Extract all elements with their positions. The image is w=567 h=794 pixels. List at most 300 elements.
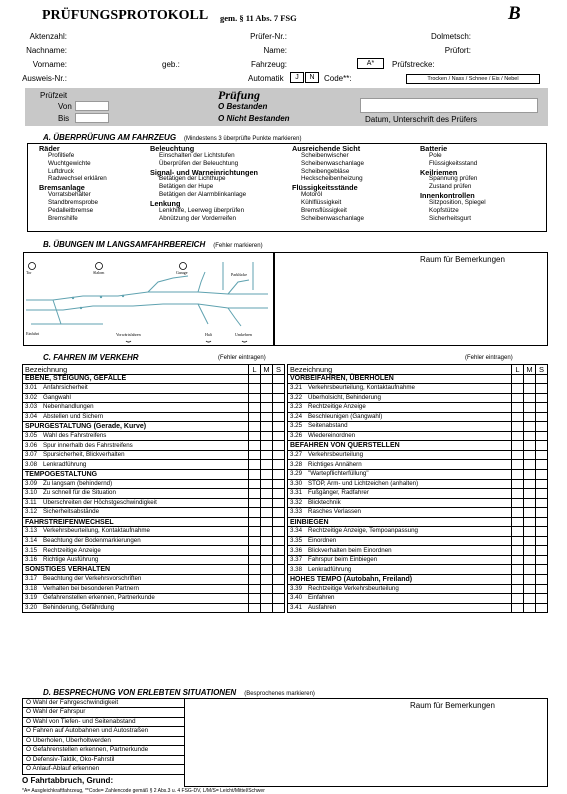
error-cell-l[interactable]	[249, 403, 261, 413]
error-cell-m	[261, 565, 273, 575]
error-cell-s[interactable]	[273, 460, 285, 470]
table-row	[23, 546, 285, 556]
error-cell-s[interactable]	[273, 603, 285, 613]
error-cell-l	[512, 575, 524, 585]
form-subtitle: gem. § 11 Abs. 7 FSG	[220, 13, 297, 23]
item-label: Rechtzeitige Anzeige, Tempoanpassung	[308, 527, 418, 535]
error-cell-s[interactable]	[273, 450, 285, 460]
group-heading: EBENE, STEIGUNG, GEFÄLLE	[23, 374, 249, 384]
error-cell-l[interactable]	[512, 412, 524, 422]
error-cell-s[interactable]	[273, 508, 285, 518]
item-number: 3.26	[290, 432, 303, 439]
group-heading: EINBIEGEN	[288, 517, 512, 527]
error-cell-s[interactable]	[273, 584, 285, 594]
error-cell-l[interactable]	[249, 594, 261, 604]
item-cell	[288, 594, 512, 604]
check-item[interactable]: Zustand prüfen	[429, 183, 472, 191]
error-cell-m[interactable]	[261, 508, 273, 518]
check-item[interactable]: Standbremsprobe	[48, 198, 99, 206]
item-cell	[23, 527, 249, 537]
table-row	[23, 508, 285, 518]
error-cell-s[interactable]	[273, 412, 285, 422]
error-cell-s[interactable]	[536, 384, 548, 394]
error-cell-l[interactable]	[249, 575, 261, 585]
check-item[interactable]: Bremshilfe	[48, 214, 78, 222]
weather-field[interactable]	[406, 74, 540, 84]
error-cell-s	[273, 517, 285, 527]
table-row	[288, 603, 548, 613]
option-nicht-bestanden[interactable]: O Nicht Bestanden	[218, 114, 290, 123]
label-vorname: Vorname:	[32, 60, 67, 69]
error-cell-m[interactable]	[524, 460, 536, 470]
error-cell-l[interactable]	[249, 479, 261, 489]
error-cell-s[interactable]	[536, 527, 548, 537]
error-cell-l[interactable]	[512, 450, 524, 460]
error-cell-l[interactable]	[512, 479, 524, 489]
error-cell-m[interactable]	[261, 450, 273, 460]
item-label: Einordnen	[308, 537, 337, 545]
error-cell-m[interactable]	[524, 393, 536, 403]
check-item[interactable]: Bremsflüssigkeit	[301, 206, 347, 214]
col-header-bezeichnung: Bezeichnung	[288, 365, 512, 375]
discussion-option[interactable]: O Überholen, Überholtwerden	[23, 736, 185, 745]
item-cell	[23, 546, 249, 556]
discussion-option[interactable]: O Wahl der Fahrgeschwindigkeit	[23, 699, 185, 708]
check-item[interactable]: Luftdruck	[48, 167, 74, 175]
item-cell	[288, 431, 512, 441]
error-cell-m[interactable]	[261, 498, 273, 508]
label-von: Von	[58, 102, 72, 111]
table-row	[23, 384, 285, 394]
error-cell-m[interactable]	[261, 479, 273, 489]
error-cell-m[interactable]	[261, 594, 273, 604]
error-cell-m[interactable]	[261, 460, 273, 470]
signature-label: Datum, Unterschrift des Prüfers	[365, 115, 478, 124]
error-cell-s[interactable]	[536, 403, 548, 413]
error-cell-l[interactable]	[249, 489, 261, 499]
item-label: Wiedereinordnen	[308, 432, 356, 439]
error-cell-s[interactable]	[536, 603, 548, 613]
diagram-label-slalom: Slalom	[93, 270, 105, 275]
item-cell	[23, 603, 249, 613]
error-cell-s[interactable]	[273, 431, 285, 441]
error-cell-m[interactable]	[261, 603, 273, 613]
error-cell-m[interactable]	[524, 470, 536, 480]
error-cell-l[interactable]	[249, 393, 261, 403]
error-cell-m[interactable]	[524, 594, 536, 604]
label-ausweis: Ausweis-Nr.:	[22, 74, 67, 83]
table-header-row	[23, 365, 285, 375]
table-row	[288, 403, 548, 413]
automatik-n-checkbox[interactable]	[305, 72, 319, 83]
error-cell-m[interactable]	[261, 536, 273, 546]
item-label: Beachtung der Verkehrsvorschriften	[43, 575, 142, 583]
error-cell-l[interactable]	[249, 498, 261, 508]
check-item[interactable]: Scheibengebläse	[301, 167, 350, 175]
error-cell-s[interactable]	[273, 546, 285, 556]
signature-field[interactable]	[360, 98, 538, 113]
error-cell-s[interactable]	[536, 431, 548, 441]
error-cell-m[interactable]	[524, 508, 536, 518]
error-cell-m[interactable]	[524, 555, 536, 565]
error-cell-s[interactable]	[536, 460, 548, 470]
table-row	[288, 546, 548, 556]
group-row	[288, 441, 548, 451]
section-d-note: (Besprochenes markieren)	[244, 691, 315, 697]
error-cell-s[interactable]	[536, 565, 548, 575]
error-cell-l[interactable]	[512, 460, 524, 470]
error-cell-s	[273, 422, 285, 432]
error-cell-s[interactable]	[536, 498, 548, 508]
item-label: Blickverhalten beim Einordnen	[308, 546, 392, 554]
automatik-n: N	[309, 74, 315, 81]
item-cell	[23, 575, 249, 585]
label-bis: Bis	[58, 114, 70, 123]
error-cell-s[interactable]	[536, 508, 548, 518]
label-pruefstrecke: Prüfstrecke:	[392, 60, 435, 69]
check-item[interactable]: Einschalten der Lichtstufen	[159, 151, 235, 159]
error-cell-l[interactable]	[512, 555, 524, 565]
section-d-remarks-label: Raum für Bemerkungen	[410, 701, 495, 710]
error-cell-s[interactable]	[536, 536, 548, 546]
halt-marker	[206, 341, 211, 342]
error-cell-s[interactable]	[536, 412, 548, 422]
error-cell-s[interactable]	[536, 393, 548, 403]
list-item	[23, 717, 185, 726]
item-label: Überholsicht, Behinderung	[308, 393, 381, 401]
item-number: 3.21	[290, 384, 303, 392]
check-item[interactable]: Wuchtgewichte	[48, 159, 91, 167]
error-cell-l[interactable]	[249, 412, 261, 422]
error-cell-s[interactable]	[536, 450, 548, 460]
section-d-remarks-box[interactable]	[184, 698, 548, 787]
check-item[interactable]: Sicherheitsgurt	[429, 214, 471, 222]
error-cell-m	[261, 470, 273, 480]
error-cell-s[interactable]	[273, 393, 285, 403]
item-number: 3.40	[290, 594, 303, 602]
check-group-heading: Signal- und Warneinrichtungen	[150, 167, 258, 177]
check-item[interactable]: Motoröl	[301, 191, 322, 199]
error-cell-m[interactable]	[524, 498, 536, 508]
item-cell	[288, 498, 512, 508]
error-cell-m[interactable]	[524, 489, 536, 499]
error-cell-s[interactable]	[536, 470, 548, 480]
error-cell-s[interactable]	[273, 384, 285, 394]
error-cell-l[interactable]	[512, 527, 524, 537]
error-cell-s[interactable]	[273, 536, 285, 546]
item-number: 3.29	[290, 470, 303, 478]
error-cell-l[interactable]	[249, 450, 261, 460]
error-cell-l[interactable]	[249, 584, 261, 594]
item-label: Gangwahl	[43, 393, 71, 401]
error-cell-s[interactable]	[273, 575, 285, 585]
error-cell-m[interactable]	[524, 584, 536, 594]
error-cell-m[interactable]	[261, 412, 273, 422]
item-label: Abstellen und Sichern	[43, 412, 104, 420]
col-header-l: L	[249, 365, 261, 375]
error-cell-l[interactable]	[249, 431, 261, 441]
table-row	[288, 422, 548, 432]
pruefung-title: Prüfung	[218, 88, 261, 102]
item-cell	[288, 536, 512, 546]
item-number: 3.12	[25, 508, 38, 516]
table-row	[288, 479, 548, 489]
error-cell-m[interactable]	[524, 536, 536, 546]
discussion-option[interactable]: O Anlauf-Ablauf erkennen	[23, 765, 185, 774]
check-item[interactable]: Profiltiefe	[48, 151, 75, 159]
error-cell-s[interactable]	[273, 441, 285, 451]
check-item[interactable]: Kühlflüssigkeit	[301, 198, 342, 206]
item-label: Sicherheitsabstände	[43, 508, 100, 516]
error-cell-m[interactable]	[261, 527, 273, 537]
item-label: Anfahrsicherheit	[43, 384, 88, 392]
a-checkbox[interactable]	[357, 58, 384, 69]
discussion-option[interactable]: O Gefahrenstellen erkennen, Partnerkunde	[23, 746, 185, 755]
item-cell	[288, 489, 512, 499]
section-c-note-left: (Fehler eintragen)	[218, 355, 266, 361]
error-cell-l[interactable]	[512, 565, 524, 575]
check-item[interactable]: Abnützung der Vorderreifen	[159, 214, 237, 222]
check-item[interactable]: Kopfstütze	[429, 206, 459, 214]
error-cell-s[interactable]	[273, 527, 285, 537]
error-cell-l[interactable]	[249, 441, 261, 451]
group-heading: BEFAHREN VON QUERSTELLEN	[288, 441, 512, 451]
error-cell-s[interactable]	[273, 594, 285, 604]
check-item[interactable]: Flüssigkeitsstand	[429, 159, 478, 167]
error-cell-l[interactable]	[512, 393, 524, 403]
automatik-j-checkbox[interactable]	[290, 72, 304, 83]
error-cell-s[interactable]	[273, 498, 285, 508]
table-row	[23, 460, 285, 470]
group-row	[23, 470, 285, 480]
error-cell-s[interactable]	[536, 489, 548, 499]
item-label: STOP, Arm- und Lichtzeichen (anhalten)	[308, 479, 419, 487]
error-cell-s[interactable]	[273, 479, 285, 489]
item-number: 3.22	[290, 393, 303, 401]
check-group-heading: Keilriemen	[420, 167, 458, 177]
item-number: 3.05	[25, 432, 38, 439]
error-cell-m[interactable]	[524, 603, 536, 613]
error-cell-l[interactable]	[512, 431, 524, 441]
error-cell-l[interactable]	[249, 527, 261, 537]
error-cell-l[interactable]	[512, 470, 524, 480]
error-cell-m[interactable]	[524, 527, 536, 537]
col-header-m: M	[524, 365, 536, 375]
error-cell-l[interactable]	[512, 584, 524, 594]
table-row	[23, 555, 285, 565]
error-cell-s[interactable]	[273, 489, 285, 499]
error-cell-s[interactable]	[536, 422, 548, 432]
item-number: 3.28	[290, 460, 303, 468]
error-cell-m[interactable]	[261, 489, 273, 499]
error-cell-m[interactable]	[261, 384, 273, 394]
error-cell-m[interactable]	[261, 441, 273, 451]
error-cell-m[interactable]	[524, 565, 536, 575]
error-cell-l[interactable]	[249, 384, 261, 394]
error-cell-l[interactable]	[512, 422, 524, 432]
item-cell	[288, 508, 512, 518]
error-cell-s[interactable]	[536, 584, 548, 594]
table-row	[288, 594, 548, 604]
check-item[interactable]: Betätigen der Lichthupe	[159, 175, 226, 183]
abbruch-label[interactable]: O Fahrtabbruch, Grund:	[22, 775, 114, 785]
check-item[interactable]: Lenkhilfe, Leerweg überprüfen	[159, 206, 245, 214]
error-cell-m[interactable]	[524, 450, 536, 460]
item-label: Rechtzeitige Anzeige	[308, 403, 366, 411]
item-label: Verkehrsbeurteilung, Kontaktaufnahme	[308, 384, 415, 392]
error-cell-m[interactable]	[524, 546, 536, 556]
section-b-remarks-box[interactable]	[274, 252, 548, 346]
item-number: 3.13	[25, 527, 38, 535]
error-cell-m[interactable]	[261, 431, 273, 441]
error-cell-l[interactable]	[512, 498, 524, 508]
item-cell	[288, 479, 512, 489]
discussion-option[interactable]: O Defensiv-Taktik, Öko-Fahrstil	[23, 755, 185, 764]
item-number: 3.20	[25, 603, 38, 611]
check-item[interactable]: Heckscheibenheizung	[301, 175, 363, 183]
error-cell-m[interactable]	[261, 555, 273, 565]
error-cell-l[interactable]	[512, 403, 524, 413]
item-number: 3.30	[290, 479, 303, 487]
group-row	[23, 422, 285, 432]
section-b-title: B. ÜBUNGEN IM LANGSAMFAHRBEREICH (Fehler markieren)	[43, 240, 263, 249]
error-cell-l	[249, 517, 261, 527]
error-cell-l[interactable]	[249, 508, 261, 518]
group-row	[23, 517, 285, 527]
error-cell-l[interactable]	[249, 460, 261, 470]
item-number: 3.02	[25, 393, 38, 401]
error-cell-l[interactable]	[512, 384, 524, 394]
label-dolmetsch: Dolmetsch:	[430, 32, 471, 41]
item-label: Gefahrenstellen erkennen, Partnerkunde	[43, 594, 155, 602]
section-c-title: C. FAHREN IM VERKEHR	[43, 353, 139, 362]
group-row	[288, 374, 548, 384]
check-item[interactable]: Radwechsel erklären	[48, 175, 107, 183]
traffic-table-left	[22, 364, 285, 613]
item-number: 3.34	[290, 527, 303, 535]
item-number: 3.01	[25, 384, 38, 392]
check-group-heading: Flüssigkeitsstände	[292, 183, 358, 193]
check-item[interactable]: Pole	[429, 151, 442, 159]
table-row	[23, 431, 285, 441]
item-label: Beschleunigen (Gangwahl)	[308, 412, 383, 420]
check-item[interactable]: Überprüfen der Beleuchtung	[159, 159, 239, 167]
error-cell-m[interactable]	[524, 431, 536, 441]
item-label: Lenkradführung	[308, 565, 352, 573]
error-cell-m[interactable]	[261, 403, 273, 413]
error-cell-l[interactable]	[249, 546, 261, 556]
error-cell-s[interactable]	[273, 403, 285, 413]
error-cell-m[interactable]	[261, 393, 273, 403]
error-cell-s[interactable]	[273, 555, 285, 565]
error-cell-s[interactable]	[536, 546, 548, 556]
col-header-s: S	[536, 365, 548, 375]
list-item	[23, 736, 185, 745]
error-cell-l	[249, 565, 261, 575]
error-cell-m[interactable]	[524, 412, 536, 422]
check-item[interactable]: Pedalleitbremse	[48, 206, 94, 214]
option-bestanden[interactable]: O Bestanden	[218, 102, 268, 111]
check-item[interactable]: Spannung prüfen	[429, 175, 478, 183]
error-cell-m[interactable]	[524, 384, 536, 394]
error-cell-m[interactable]	[261, 575, 273, 585]
tor-marker-circle	[29, 263, 36, 270]
item-label: Zu schnell für die Situation	[43, 489, 116, 497]
error-cell-l[interactable]	[512, 508, 524, 518]
check-item[interactable]: Sitzposition, Spiegel	[429, 198, 486, 206]
table-row	[23, 479, 285, 489]
table-row	[23, 450, 285, 460]
item-cell	[288, 584, 512, 594]
item-cell	[23, 594, 249, 604]
item-cell	[288, 565, 512, 575]
table-row	[288, 555, 548, 565]
item-number: 3.18	[25, 584, 38, 592]
footnote: *A= Ausgleichkraftfahrzeug, **Code= Zahlencode gemäß § 2 Abs.3 u. 4 FSG-DV, L/M/S= Leicht/Mittel/Schwer	[22, 787, 265, 794]
discussion-option[interactable]: O Wahl von Tiefen- und Seitenabstand	[23, 717, 185, 726]
label-aktenzahl: Aktenzahl:	[29, 32, 67, 41]
bis-input[interactable]	[75, 113, 109, 123]
item-cell	[23, 403, 249, 413]
error-cell-l	[249, 374, 261, 384]
error-cell-l[interactable]	[512, 546, 524, 556]
item-cell	[23, 460, 249, 470]
umkehren-marker	[242, 341, 247, 342]
von-input[interactable]	[75, 101, 109, 111]
error-cell-m[interactable]	[524, 403, 536, 413]
error-cell-m[interactable]	[524, 422, 536, 432]
discussion-option[interactable]: O Wahl der Fahrspur	[23, 708, 185, 717]
error-cell-l[interactable]	[249, 555, 261, 565]
error-cell-l[interactable]	[512, 603, 524, 613]
check-item[interactable]: Vorratsbehälter	[48, 191, 91, 199]
error-cell-m[interactable]	[524, 479, 536, 489]
error-cell-m[interactable]	[261, 546, 273, 556]
error-cell-s	[536, 441, 548, 451]
error-cell-s[interactable]	[536, 594, 548, 604]
check-item[interactable]: Scheibenwaschanlage	[301, 214, 365, 222]
item-number: 3.03	[25, 403, 38, 411]
item-cell	[23, 450, 249, 460]
item-label: Verkehrsbeurteilung	[308, 451, 364, 459]
label-name: Name:	[263, 46, 287, 55]
error-cell-l[interactable]	[512, 489, 524, 499]
discussion-option[interactable]: O Fahren auf Autobahnen und Autostraßen	[23, 727, 185, 736]
item-label: Rasches Verlassen	[308, 508, 361, 516]
table-row	[23, 536, 285, 546]
check-item[interactable]: Betätigen der Alarmblinkanlage	[159, 191, 247, 199]
check-item[interactable]: Scheibenwischer	[301, 151, 349, 159]
section-d-title: D. BESPRECHUNG VON ERLEBTEN SITUATIONEN (Besprochenes markieren)	[43, 688, 315, 697]
error-cell-m	[524, 441, 536, 451]
error-cell-l[interactable]	[249, 603, 261, 613]
item-number: 3.23	[290, 403, 303, 411]
error-cell-l[interactable]	[512, 536, 524, 546]
form-title: PRÜFUNGSPROTOKOLL	[42, 8, 209, 23]
a-mark: A*	[366, 60, 375, 67]
item-number: 3.16	[25, 556, 38, 564]
error-cell-l[interactable]	[512, 594, 524, 604]
item-cell	[23, 508, 249, 518]
check-item[interactable]: Scheibenwaschanlage	[301, 159, 365, 167]
error-cell-l[interactable]	[249, 536, 261, 546]
error-cell-m[interactable]	[261, 584, 273, 594]
error-cell-s[interactable]	[536, 479, 548, 489]
error-cell-l	[512, 374, 524, 384]
check-item[interactable]: Betätigen der Hupe	[159, 183, 214, 191]
error-cell-s[interactable]	[536, 555, 548, 565]
group-heading: SONSTIGES VERHALTEN	[23, 565, 249, 575]
